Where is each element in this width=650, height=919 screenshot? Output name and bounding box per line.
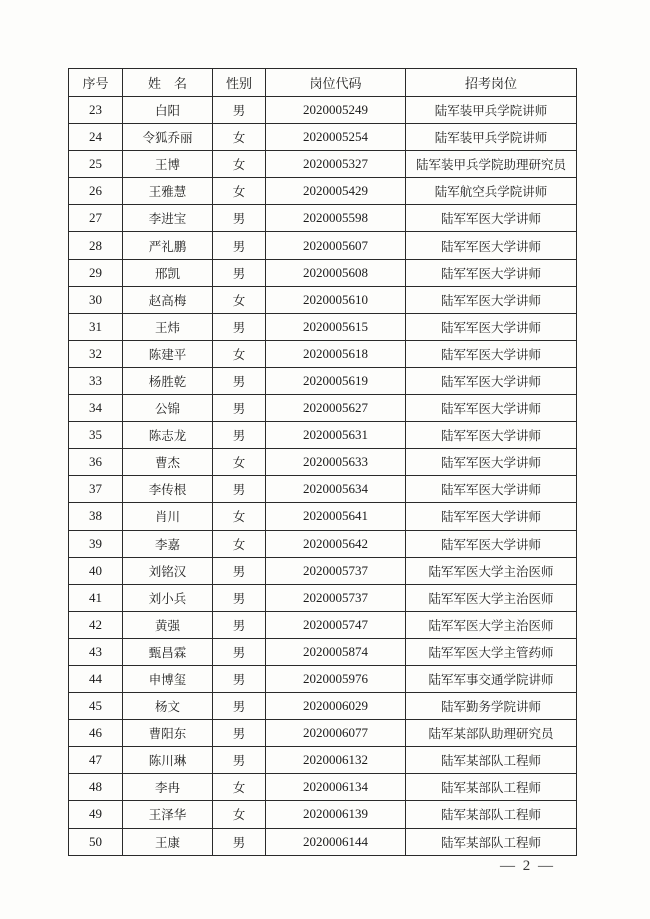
cell-position-title: 陆军军医大学主治医师 (406, 557, 577, 584)
cell-serial-number: 32 (69, 340, 123, 367)
header-serial-number: 序号 (69, 69, 123, 97)
cell-name: 杨胜乾 (123, 367, 213, 394)
cell-gender: 男 (213, 828, 266, 855)
cell-gender: 男 (213, 557, 266, 584)
cell-serial-number: 30 (69, 286, 123, 313)
cell-serial-number: 29 (69, 259, 123, 286)
cell-name: 刘铭汉 (123, 557, 213, 584)
cell-position-code: 2020005641 (266, 503, 406, 530)
cell-name: 白阳 (123, 97, 213, 124)
cell-name: 王康 (123, 828, 213, 855)
table-row (69, 801, 577, 828)
cell-gender: 女 (213, 340, 266, 367)
table-row (69, 422, 577, 449)
cell-position-title: 陆军军医大学讲师 (406, 503, 577, 530)
cell-name: 令狐乔丽 (123, 124, 213, 151)
cell-serial-number: 40 (69, 557, 123, 584)
cell-name: 严礼鹏 (123, 232, 213, 259)
cell-name: 刘小兵 (123, 584, 213, 611)
table-row (69, 530, 577, 557)
table-row (69, 774, 577, 801)
cell-position-code: 2020005619 (266, 367, 406, 394)
cell-gender: 女 (213, 286, 266, 313)
table-row (69, 367, 577, 394)
cell-serial-number: 35 (69, 422, 123, 449)
table-row (69, 665, 577, 692)
cell-serial-number: 36 (69, 449, 123, 476)
table-row (69, 97, 577, 124)
cell-gender: 男 (213, 665, 266, 692)
table-row (69, 557, 577, 584)
cell-position-title: 陆军军医大学主管药师 (406, 638, 577, 665)
cell-serial-number: 24 (69, 124, 123, 151)
cell-serial-number: 27 (69, 205, 123, 232)
table-row (69, 638, 577, 665)
cell-gender: 男 (213, 232, 266, 259)
table-row (69, 151, 577, 178)
cell-position-code: 2020005249 (266, 97, 406, 124)
cell-serial-number: 45 (69, 693, 123, 720)
cell-position-title: 陆军军医大学主治医师 (406, 611, 577, 638)
cell-position-title: 陆军某部队工程师 (406, 774, 577, 801)
cell-serial-number: 41 (69, 584, 123, 611)
table-row (69, 611, 577, 638)
cell-gender: 男 (213, 259, 266, 286)
cell-position-code: 2020006132 (266, 747, 406, 774)
cell-name: 陈志龙 (123, 422, 213, 449)
cell-name: 赵高梅 (123, 286, 213, 313)
cell-serial-number: 39 (69, 530, 123, 557)
cell-position-title: 陆军军医大学讲师 (406, 340, 577, 367)
cell-position-title: 陆军军医大学主治医师 (406, 584, 577, 611)
candidate-table (68, 68, 577, 856)
cell-name: 黄强 (123, 611, 213, 638)
table-row (69, 720, 577, 747)
cell-gender: 女 (213, 503, 266, 530)
cell-name: 曹阳东 (123, 720, 213, 747)
table-header-row (69, 69, 577, 97)
table-row (69, 124, 577, 151)
cell-name: 公锦 (123, 395, 213, 422)
table-row (69, 286, 577, 313)
cell-gender: 男 (213, 422, 266, 449)
cell-position-title: 陆军军医大学讲师 (406, 449, 577, 476)
cell-name: 李冉 (123, 774, 213, 801)
cell-position-code: 2020005642 (266, 530, 406, 557)
cell-position-code: 2020006029 (266, 693, 406, 720)
cell-serial-number: 37 (69, 476, 123, 503)
cell-serial-number: 48 (69, 774, 123, 801)
cell-gender: 女 (213, 124, 266, 151)
cell-name: 王泽华 (123, 801, 213, 828)
cell-name: 肖川 (123, 503, 213, 530)
cell-position-title: 陆军军医大学讲师 (406, 259, 577, 286)
table-row (69, 205, 577, 232)
table-row (69, 449, 577, 476)
page-number: — 2 — (500, 858, 555, 874)
cell-serial-number: 46 (69, 720, 123, 747)
cell-serial-number: 47 (69, 747, 123, 774)
cell-position-title: 陆军军医大学讲师 (406, 395, 577, 422)
table-row (69, 503, 577, 530)
cell-gender: 女 (213, 178, 266, 205)
cell-position-title: 陆军军医大学讲师 (406, 476, 577, 503)
cell-position-title: 陆军某部队工程师 (406, 747, 577, 774)
cell-gender: 男 (213, 747, 266, 774)
cell-serial-number: 28 (69, 232, 123, 259)
cell-position-title: 陆军军医大学讲师 (406, 422, 577, 449)
cell-position-code: 2020006134 (266, 774, 406, 801)
cell-serial-number: 31 (69, 313, 123, 340)
cell-name: 李嘉 (123, 530, 213, 557)
cell-name: 李进宝 (123, 205, 213, 232)
cell-position-code: 2020005608 (266, 259, 406, 286)
cell-position-code: 2020005737 (266, 584, 406, 611)
cell-position-title: 陆军某部队工程师 (406, 828, 577, 855)
cell-name: 王炜 (123, 313, 213, 340)
header-name: 姓 名 (123, 69, 213, 97)
cell-position-code: 2020005747 (266, 611, 406, 638)
cell-position-code: 2020005627 (266, 395, 406, 422)
cell-name: 申博玺 (123, 665, 213, 692)
cell-position-title: 陆军装甲兵学院讲师 (406, 97, 577, 124)
cell-position-title: 陆军军医大学讲师 (406, 205, 577, 232)
table-row (69, 340, 577, 367)
cell-position-code: 2020005634 (266, 476, 406, 503)
cell-position-title: 陆军军医大学讲师 (406, 367, 577, 394)
cell-name: 甄昌霖 (123, 638, 213, 665)
cell-serial-number: 33 (69, 367, 123, 394)
cell-gender: 女 (213, 151, 266, 178)
table-row (69, 747, 577, 774)
cell-position-code: 2020005633 (266, 449, 406, 476)
cell-serial-number: 49 (69, 801, 123, 828)
cell-position-title: 陆军航空兵学院讲师 (406, 178, 577, 205)
cell-position-title: 陆军军医大学讲师 (406, 286, 577, 313)
cell-gender: 女 (213, 449, 266, 476)
cell-position-title: 陆军某部队助理研究员 (406, 720, 577, 747)
cell-gender: 男 (213, 611, 266, 638)
cell-gender: 女 (213, 801, 266, 828)
cell-gender: 男 (213, 97, 266, 124)
cell-position-code: 2020005607 (266, 232, 406, 259)
cell-position-code: 2020005874 (266, 638, 406, 665)
cell-position-code: 2020005429 (266, 178, 406, 205)
header-gender: 性别 (213, 69, 266, 97)
table-row (69, 178, 577, 205)
cell-gender: 男 (213, 395, 266, 422)
cell-position-code: 2020005610 (266, 286, 406, 313)
cell-name: 陈川琳 (123, 747, 213, 774)
table-row (69, 313, 577, 340)
table-row (69, 395, 577, 422)
table-row (69, 584, 577, 611)
cell-position-title: 陆军军医大学讲师 (406, 232, 577, 259)
table-row (69, 259, 577, 286)
cell-position-title: 陆军军医大学讲师 (406, 313, 577, 340)
candidate-list-sheet (68, 68, 576, 856)
cell-name: 王博 (123, 151, 213, 178)
cell-name: 曹杰 (123, 449, 213, 476)
cell-name: 陈建平 (123, 340, 213, 367)
cell-position-code: 2020005254 (266, 124, 406, 151)
cell-gender: 男 (213, 693, 266, 720)
cell-position-title: 陆军勤务学院讲师 (406, 693, 577, 720)
cell-position-title: 陆军军医大学讲师 (406, 530, 577, 557)
cell-serial-number: 42 (69, 611, 123, 638)
cell-gender: 女 (213, 774, 266, 801)
cell-position-code: 2020005737 (266, 557, 406, 584)
cell-serial-number: 34 (69, 395, 123, 422)
cell-position-code: 2020005598 (266, 205, 406, 232)
cell-gender: 女 (213, 530, 266, 557)
cell-name: 王雅慧 (123, 178, 213, 205)
cell-name: 邢凯 (123, 259, 213, 286)
cell-gender: 男 (213, 720, 266, 747)
cell-serial-number: 44 (69, 665, 123, 692)
cell-gender: 男 (213, 205, 266, 232)
cell-position-code: 2020005327 (266, 151, 406, 178)
cell-gender: 男 (213, 313, 266, 340)
cell-gender: 男 (213, 367, 266, 394)
header-position-code: 岗位代码 (266, 69, 406, 97)
header-position-title: 招考岗位 (406, 69, 577, 97)
cell-name: 杨文 (123, 693, 213, 720)
table-row (69, 232, 577, 259)
cell-serial-number: 26 (69, 178, 123, 205)
cell-serial-number: 25 (69, 151, 123, 178)
cell-position-code: 2020005976 (266, 665, 406, 692)
cell-position-code: 2020005618 (266, 340, 406, 367)
cell-gender: 男 (213, 638, 266, 665)
cell-position-code: 2020006139 (266, 801, 406, 828)
table-row (69, 828, 577, 855)
cell-position-code: 2020005631 (266, 422, 406, 449)
cell-name: 李传根 (123, 476, 213, 503)
cell-serial-number: 43 (69, 638, 123, 665)
cell-serial-number: 50 (69, 828, 123, 855)
cell-serial-number: 23 (69, 97, 123, 124)
table-row (69, 476, 577, 503)
cell-gender: 男 (213, 584, 266, 611)
cell-position-code: 2020006144 (266, 828, 406, 855)
cell-position-title: 陆军军事交通学院讲师 (406, 665, 577, 692)
cell-position-title: 陆军装甲兵学院讲师 (406, 124, 577, 151)
cell-serial-number: 38 (69, 503, 123, 530)
cell-position-code: 2020006077 (266, 720, 406, 747)
cell-position-title: 陆军装甲兵学院助理研究员 (406, 151, 577, 178)
cell-position-code: 2020005615 (266, 313, 406, 340)
cell-position-title: 陆军某部队工程师 (406, 801, 577, 828)
cell-gender: 男 (213, 476, 266, 503)
table-body (69, 97, 577, 856)
table-row (69, 693, 577, 720)
